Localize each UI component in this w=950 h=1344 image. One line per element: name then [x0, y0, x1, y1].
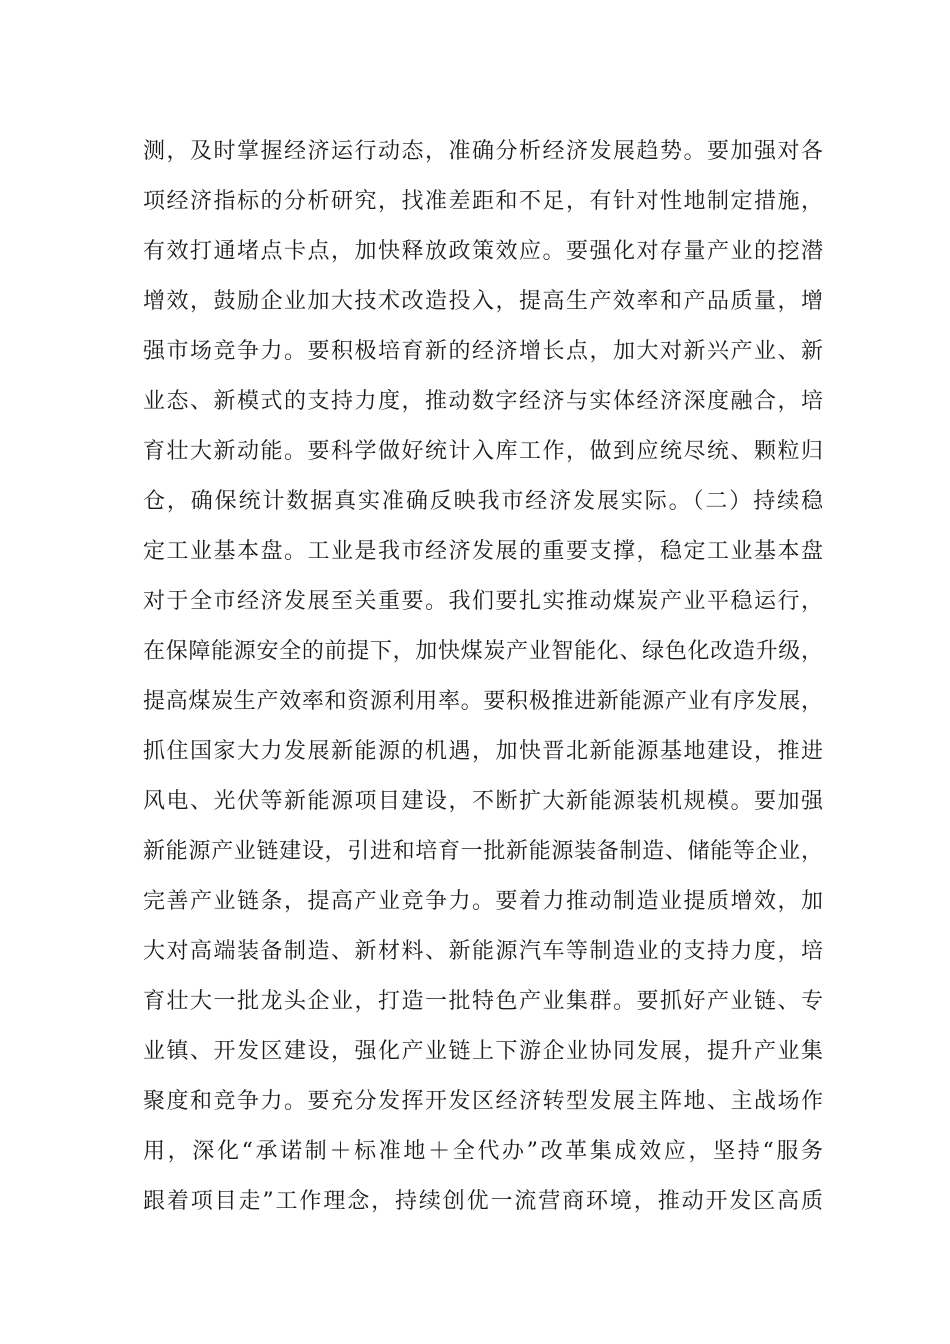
body-paragraph [143, 132, 823, 1232]
text-line: 新能源产业链建设，引进和培育一批新能源装备制造、储能等企业， [143, 839, 823, 864]
text-line: 提高煤炭生产效率和资源利用率。要积极推进新能源产业有序发展， [143, 689, 823, 714]
text-line: 强市场竞争力。要积极培育新的经济增长点，加大对新兴产业、新 [143, 339, 823, 364]
text-line: 业态、新模式的支持力度，推动数字经济与实体经济深度融合，培 [143, 389, 823, 414]
text-line: 用，深化“承诺制＋标准地＋全代办”改革集成效应，坚持“服务 [143, 1139, 823, 1164]
text-line: 大对高端装备制造、新材料、新能源汽车等制造业的支持力度，培 [143, 939, 823, 964]
text-line: 完善产业链条，提高产业竞争力。要着力推动制造业提质增效，加 [143, 889, 823, 914]
text-line: 项经济指标的分析研究，找准差距和不足，有针对性地制定措施， [143, 189, 823, 214]
text-line: 定工业基本盘。工业是我市经济发展的重要支撑，稳定工业基本盘 [143, 539, 823, 564]
text-line: 抓住国家大力发展新能源的机遇，加快晋北新能源基地建设，推进 [143, 739, 823, 764]
text-line: 测，及时掌握经济运行动态，准确分析经济发展趋势。要加强对各 [143, 139, 823, 164]
text-line: 对于全市经济发展至关重要。我们要扎实推动煤炭产业平稳运行， [143, 589, 823, 614]
text-line: 有效打通堵点卡点，加快释放政策效应。要强化对存量产业的挖潜 [143, 239, 823, 264]
text-line: 育壮大新动能。要科学做好统计入库工作，做到应统尽统、颗粒归 [143, 439, 823, 464]
text-line: 在保障能源安全的前提下，加快煤炭产业智能化、绿色化改造升级， [143, 639, 823, 664]
text-line: 增效，鼓励企业加大技术改造投入，提高生产效率和产品质量，增 [143, 289, 823, 314]
text-line: 跟着项目走”工作理念，持续创优一流营商环境，推动开发区高质 [143, 1189, 823, 1214]
text-line: 业镇、开发区建设，强化产业链上下游企业协同发展，提升产业集 [143, 1039, 823, 1064]
text-line: 仓，确保统计数据真实准确反映我市经济发展实际。（二）持续稳 [143, 489, 823, 514]
text-line: 育壮大一批龙头企业，打造一批特色产业集群。要抓好产业链、专 [143, 989, 823, 1014]
text-line: 聚度和竞争力。要充分发挥开发区经济转型发展主阵地、主战场作 [143, 1089, 823, 1114]
text-line: 风电、光伏等新能源项目建设，不断扩大新能源装机规模。要加强 [143, 789, 823, 814]
